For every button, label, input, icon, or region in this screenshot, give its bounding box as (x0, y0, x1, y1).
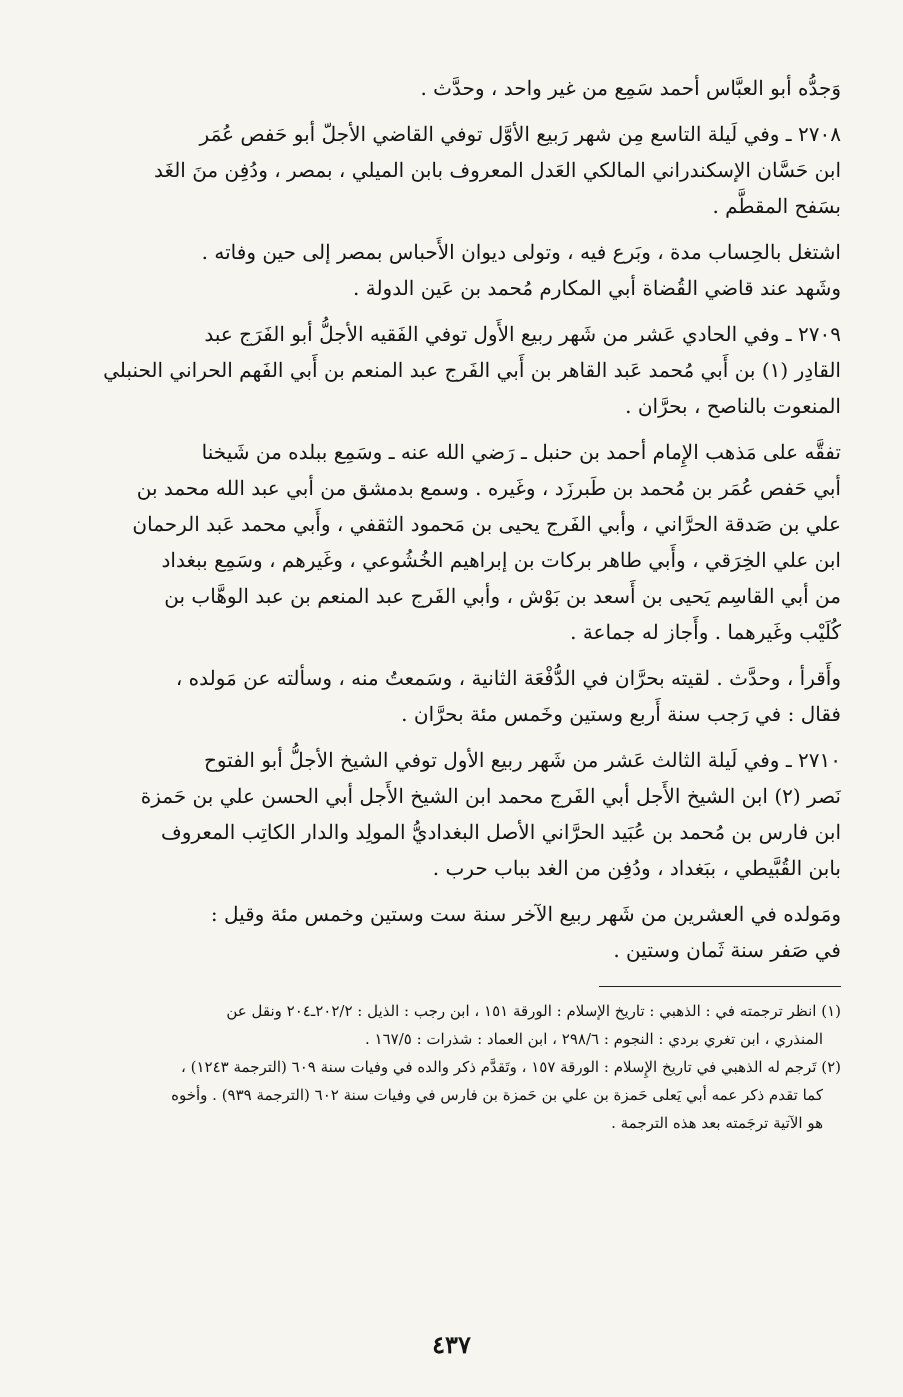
text-line: من أبي القاسِم يَحيى بن أَسعد بن بَوْش ، وأبي الفَرج عبد المنعم بن عبد الوهَّاب بن (164, 584, 841, 608)
text-line: وأَقرأ ، وحدَّث . لقيته بحرَّان في الدُّفْعَة الثانية ، وسَمعتُ منه ، وسألته عن مَولده ، (175, 666, 841, 690)
footnote-1-line: المنذري ، ابن تغري بردي : النجوم : ٢٩٨/٦ ، ابن العماد : شذرات : ١٦٧/٥ . (364, 1030, 823, 1048)
entry-2708-heading: ٢٧٠٨ ـ وفي لَيلة التاسع مِن شهر رَبيع الأوَّل توفي القاضي الأجلّ أبو حَفص عُمَر (199, 122, 841, 146)
text-line: في صَفر سنة ثَمان وستين . (613, 938, 841, 962)
text-line: وشَهد عند قاضي القُضاة أبي المكارم مُحمد بن عَين الدولة . (353, 276, 841, 300)
text-line: كُلَيْب وغَيرهما . وأَجاز له جماعة . (570, 620, 841, 644)
text-line: القادِر (١) بن أَبي مُحمد عَبد القاهر بن أَبي الفَرج عبد المنعم بن أَبي الفَهم الحراني الحنبلي (103, 358, 841, 382)
footnotes (60, 997, 841, 1137)
text-line: ابن علي الخِرَقي ، وأَبي طاهر بركات بن إبراهيم الخُشُوعي ، وغَيرهم ، وسَمِع ببغداد (161, 548, 841, 572)
page-number: ٤٣٧ (432, 1330, 471, 1359)
text-line: ومَولده في العشرين من شَهر ربيع الآخر سنة ست وستين وخمس مئة وقيل : (210, 902, 841, 926)
text-line: فقال : في رَجب سنة أَربع وستين وخَمس مئة بحرَّان . (401, 702, 841, 726)
text-line: بابن القُبَّيطي ، ببَغداد ، ودُفِن من الغد بباب حرب . (432, 856, 841, 880)
text-line: نَصر (٢) ابن الشيخ الأَجل أبي الفَرج محمد ابن الشيخ الأَجل أبي الحسن علي بن حَمزة (140, 784, 841, 808)
text-line: وَجدُّه أبو العبَّاس أحمد سَمِع من غير واحد ، وحدَّث . (420, 76, 841, 100)
text-line: اشتغل بالحِساب مدة ، وبَرع فيه ، وتولى ديوان الأَحباس بمصر إلى حين وفاته . (201, 240, 841, 264)
entry-2709-heading: ٢٧٠٩ ـ وفي الحادي عَشر من شَهر ربيع الأَول توفي الفَقيه الأجلُّ أبو الفَرَج عبد (204, 322, 841, 346)
footnote-2-line: (٢) تَرجم له الذهبي في تاريخ الإِسلام : الورقة ١٥٧ ، وتَقدَّم ذكر والده في وفيات سنة ٦٠٩ (الترجمة ١٢٤٣) ، (181, 1058, 841, 1076)
footnote-1-line: (١) انظر ترجمته في : الذهبي : تاريخ الإسلام : الورقة ١٥١ ، ابن رجب : الذيل : ٢٠٢/٢ـ٢٠٤ ونقل عن (226, 1002, 841, 1020)
text-line: المنعوت بالناصح ، بحرَّان . (625, 394, 841, 418)
text-line: ابن حَسَّان الإسكندراني المالكي العَدل المعروف بابن الميلي ، بمصر ، ودُفِن منَ الغَد (154, 158, 841, 182)
text-line: أبي حَفص عُمَر بن مُحمد بن طَبرزَد ، وغَيره . وسمع بدمشق من أبي عبد الله محمد بن (136, 476, 841, 500)
footnote-divider (599, 986, 841, 987)
entry-2710-heading: ٢٧١٠ ـ وفي لَيلة الثالث عَشر من شَهر ربيع الأول توفي الشيخ الأجلُّ أبو الفتوح (203, 748, 841, 772)
footnote-2-line: هو الآتية ترجَمته بعد هذه الترجمة . (611, 1114, 823, 1132)
main-text (60, 70, 841, 968)
text-line: علي بن صَدقة الحرَّاني ، وأبي الفَرج يحيى بن مَحمود الثقفي ، وأَبي محمد عَبد الرحمان (132, 512, 841, 536)
text-line: بسَفح المقطَّم . (712, 194, 841, 218)
footnote-2-line: كما تقدم ذكر عمه أبي يَعلى حَمزة بن علي بن حَمزة بن فارس في وفيات سنة ٦٠٢ (الترجمة ٩٣٩) . وأخوه (171, 1086, 823, 1104)
text-line: ابن فارس بن مُحمد بن عُبَيد الحرَّاني الأصل البغداديُّ المولِد والدار الكاتِب المعروف (161, 820, 841, 844)
text-line: تفقَّه على مَذهب الإِمام أحمد بن حنبل ـ رَضي الله عنه ـ وسَمِع ببلده من شَيخنا (201, 440, 841, 464)
